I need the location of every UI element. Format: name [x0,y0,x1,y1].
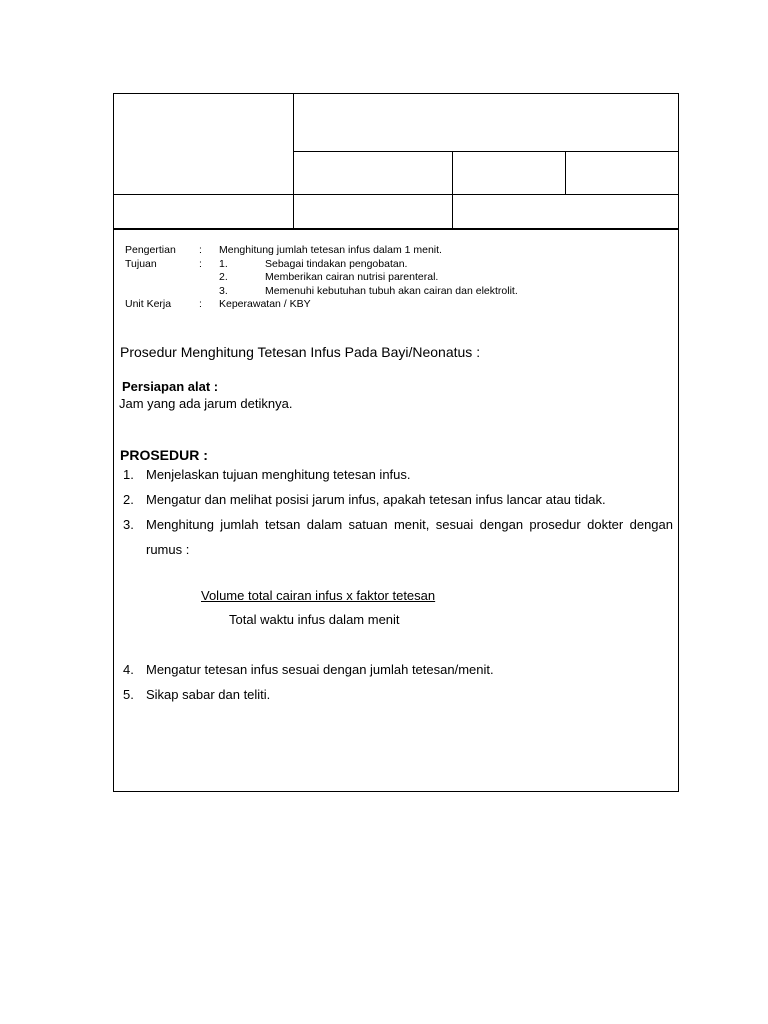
header-row-line-2 [113,194,679,195]
tujuan-item-text: Memenuhi kebutuhan tubuh akan cairan dan elektrolit. [265,284,518,297]
list-item [120,512,673,562]
unit-kerja-label: Unit Kerja [125,298,172,311]
prosedur-heading: PROSEDUR : [120,447,208,463]
persiapan-heading: Persiapan alat : [122,379,219,394]
header-bottom-line [113,228,679,230]
header-divider-3 [565,151,566,194]
step-number: 3. [123,517,134,532]
tujuan-item-number: 3. [219,284,228,297]
tujuan-label: Tujuan [125,257,157,270]
step-text: Menjelaskan tujuan menghitung tetesan infus. [146,467,411,482]
header-row-line-1 [293,151,679,152]
tujuan-item-number: 2. [219,271,228,284]
header-divider-2 [452,151,453,229]
prosedur-steps [120,462,673,562]
step-text: Sikap sabar dan teliti. [146,687,271,702]
tujuan-item-number: 1. [219,257,228,270]
step-text: Menghitung jumlah tetsan dalam satuan menit, sesuai dengan prosedur dokter dengan rumus : [146,517,673,557]
procedure-title: Prosedur Menghitung Tetesan Infus Pada Bayi/Neonatus : [120,344,481,360]
separator: : [199,257,202,270]
step-text: Mengatur dan melihat posisi jarum infus, apakah tetesan infus lancar atau tidak. [146,492,606,507]
unit-kerja-value: Keperawatan / KBY [219,298,311,311]
list-item [120,657,673,682]
formula-denominator: Total waktu infus dalam menit [229,612,400,627]
separator: : [199,298,202,311]
tujuan-item-text: Sebagai tindakan pengobatan. [265,257,408,270]
header-divider-main [293,93,294,229]
list-item [120,487,673,512]
list-item [120,682,673,707]
prosedur-steps-continued [120,657,673,707]
step-text: Mengatur tetesan infus sesuai dengan jumlah tetesan/menit. [146,662,494,677]
step-number: 2. [123,492,134,507]
pengertian-value: Menghitung jumlah tetesan infus dalam 1 menit. [219,244,442,256]
formula-numerator: Volume total cairan infus x faktor tetesan [201,588,436,603]
pengertian-label: Pengertian [125,244,176,256]
persiapan-text: Jam yang ada jarum detiknya. [119,396,293,411]
list-item [120,462,673,487]
step-number: 4. [123,662,134,677]
step-number: 1. [123,467,134,482]
tujuan-item-text: Memberikan cairan nutrisi parenteral. [265,271,439,284]
separator: : [199,244,202,256]
step-number: 5. [123,687,134,702]
